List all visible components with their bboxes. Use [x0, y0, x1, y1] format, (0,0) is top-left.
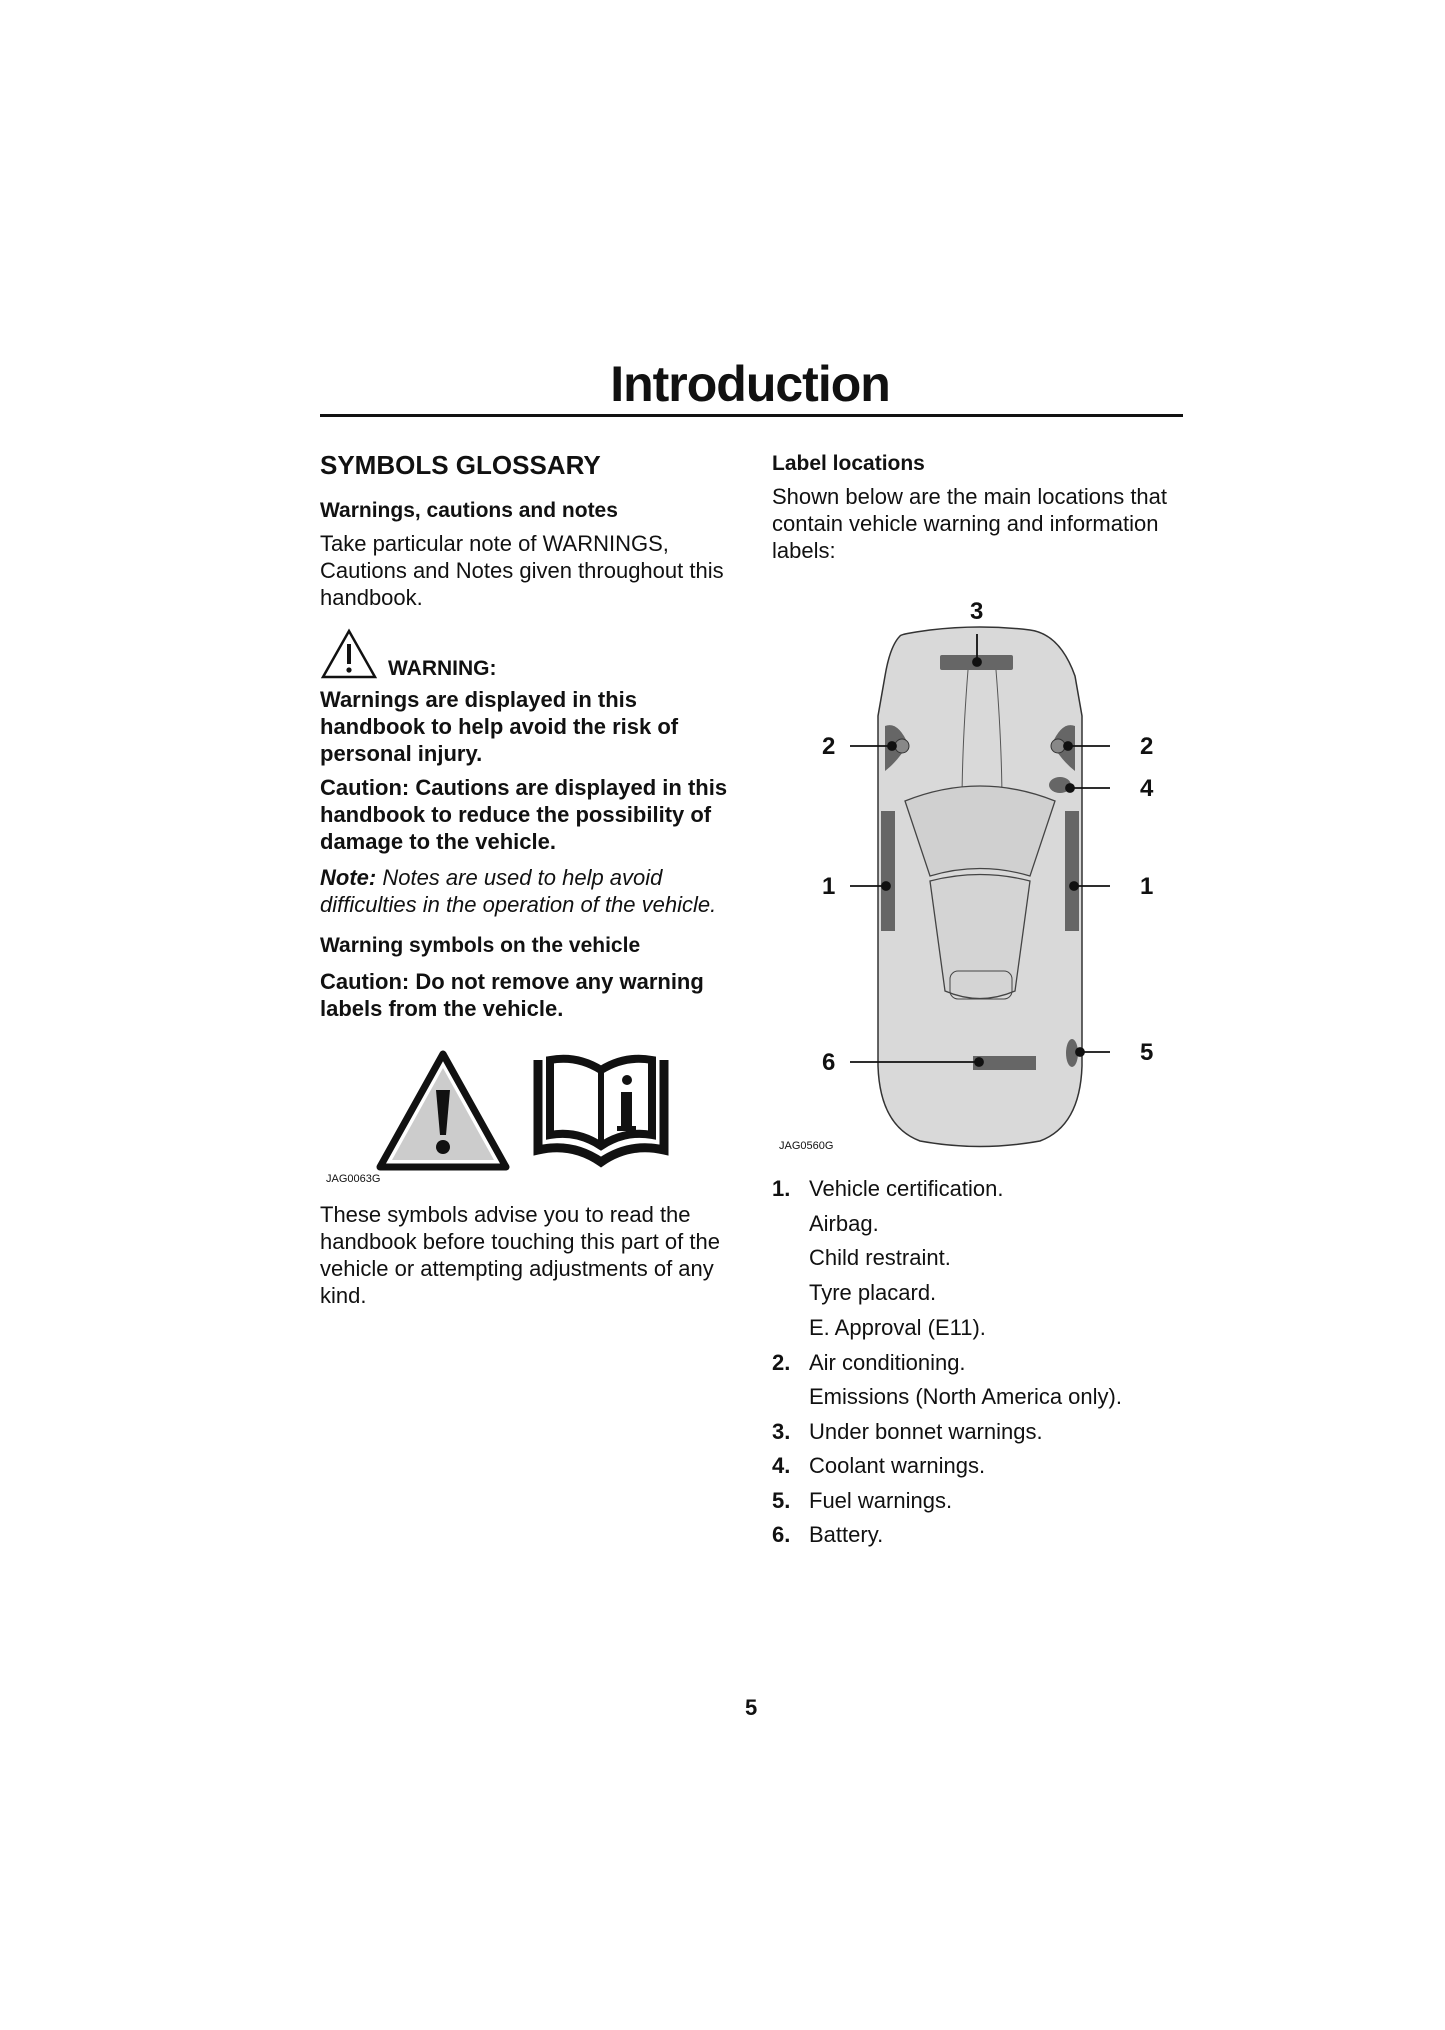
car-top-view-illustration: [790, 596, 1170, 1156]
label-locations-heading: Label locations: [772, 452, 925, 475]
callout-5: 5: [1140, 1039, 1154, 1066]
warning-label: WARNING:: [388, 657, 497, 680]
list-item: E. Approval (E11).: [809, 1315, 986, 1340]
warning-text: Warnings are displayed in this handbook to help avoid the risk of personal injury.: [320, 687, 679, 766]
callout-1-right: 1: [1140, 873, 1154, 900]
list-item: Emissions (North America only).: [809, 1384, 1122, 1409]
car-label-diagram: [779, 596, 1170, 1156]
list-item: 1. Vehicle certification.: [772, 1176, 1004, 1201]
symbols-caution: Caution: Do not remove any warning labels from the vehicle.: [320, 969, 704, 1021]
note-label: Note:: [320, 865, 377, 890]
figure-code-car: JAG0560G: [779, 1140, 834, 1152]
callout-1-left: 1: [822, 873, 836, 900]
callout-4: 4: [1140, 775, 1154, 802]
symbols-heading: Warning symbols on the vehicle: [320, 934, 641, 957]
list-item: 2. Air conditioning.: [772, 1350, 966, 1375]
page-title: Introduction: [610, 356, 890, 412]
warnings-heading: Warnings, cautions and notes: [320, 499, 618, 522]
list-item: 3. Under bonnet warnings.: [772, 1419, 1043, 1444]
read-handbook-icon: [532, 1050, 670, 1175]
section-title: SYMBOLS GLOSSARY: [320, 450, 601, 480]
callout-6: 6: [822, 1049, 836, 1076]
callout-3: 3: [970, 598, 984, 625]
list-item: Airbag.: [809, 1211, 879, 1236]
note: [320, 864, 740, 918]
figure-code-symbols: JAG0063G: [326, 1173, 381, 1185]
note-text: Notes are used to help avoid difficulties in the operation of the vehicle.: [320, 865, 717, 917]
warnings-body: Take particular note of WARNINGS, Cautions and Notes given throughout this handbook.: [320, 531, 724, 610]
caution-text: Caution: Cautions are displayed in this handbook to reduce the possibility of damage to the vehicle.: [320, 775, 728, 854]
list-item: Tyre placard.: [809, 1280, 937, 1305]
callout-2-left: 2: [822, 733, 836, 760]
label-locations-intro: Shown below are the main locations that contain vehicle warning and information labels:: [772, 484, 1168, 563]
list-item: 6. Battery.: [772, 1522, 884, 1547]
list-item: Child restraint.: [809, 1245, 951, 1270]
list-item: 4. Coolant warnings.: [772, 1453, 986, 1478]
title-divider: [320, 414, 1183, 417]
page-number: 5: [745, 1695, 758, 1720]
warning-symbol-icon: [376, 1050, 510, 1177]
warning-triangle-icon: [320, 628, 378, 685]
list-item: 5. Fuel warnings.: [772, 1488, 953, 1513]
callout-2-right: 2: [1140, 733, 1154, 760]
symbols-body: These symbols advise you to read the handbook before touching this part of the vehicle or attempting adjustments of any kind.: [320, 1202, 720, 1308]
